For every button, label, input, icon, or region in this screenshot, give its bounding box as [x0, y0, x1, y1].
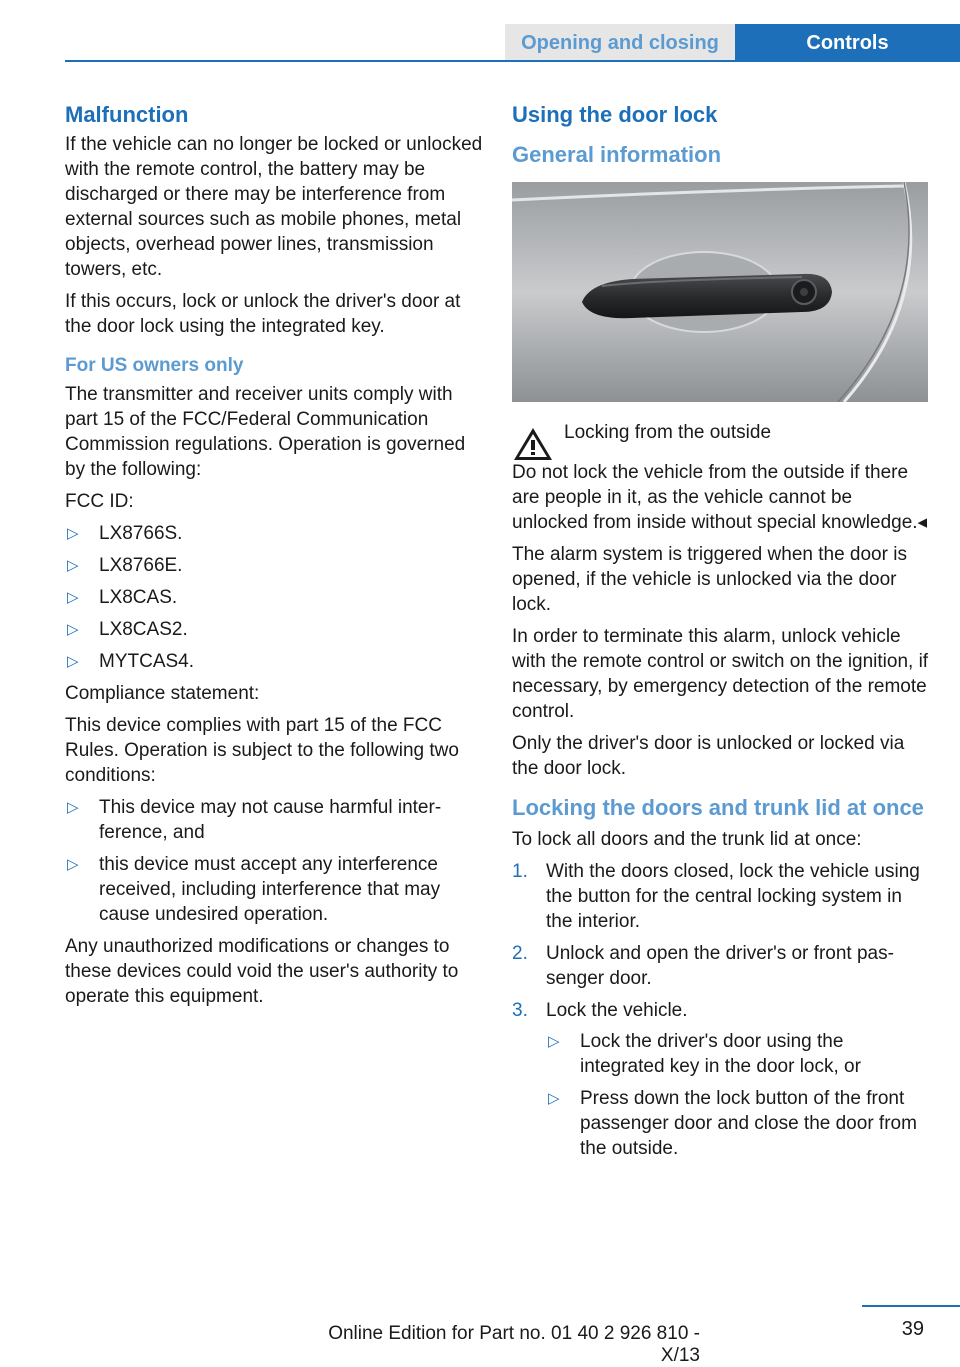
us-owners-heading: For US owners only	[65, 355, 244, 376]
step-item: 1. With the doors closed, lock the vehicle using the button for the central locking system in the interior.	[512, 861, 920, 932]
drivers-door-paragraph: Only the driver's door is unlocked or locked via the door lock.	[512, 733, 905, 779]
malfunction-key-paragraph: If this occurs, lock or unlock the driver's door at the door lock using the integrated key.	[65, 291, 461, 337]
triangle-bullet-icon: ▷	[548, 1033, 560, 1050]
fcc-id-item: ▷ LX8CAS2.	[67, 619, 188, 640]
alarm-paragraph: The alarm system is triggered when the door is opened, if the vehicle is unlocked via the door lock.	[512, 544, 907, 615]
right-column	[512, 100, 930, 1168]
page-number: 39	[901, 1318, 924, 1340]
section-tab: Opening and closing	[505, 24, 735, 60]
warning-triangle-icon	[512, 426, 554, 462]
triangle-bullet-icon: ▷	[67, 525, 79, 542]
fcc-id-item: ▷ LX8CAS.	[67, 587, 178, 608]
terminate-alarm-paragraph: In order to terminate this alarm, unlock vehicle with the remote control or switch on the ignition, if necessary, by emergency detection of the remote control.	[512, 626, 929, 722]
triangle-bullet-icon: ▷	[67, 799, 79, 816]
lock-all-heading: Locking the doors and trunk lid at once	[512, 795, 924, 820]
step-number: 3.	[512, 1000, 528, 1021]
triangle-bullet-icon: ▷	[67, 621, 79, 638]
step-number: 1.	[512, 861, 528, 882]
compliance-paragraph: This device complies with part 15 of the FCC Rules. Operation is subject to the following two conditions:	[65, 715, 459, 786]
edition-note: Online Edition for Part no. 01 40 2 926 810 - X/13	[328, 1323, 700, 1366]
footer-rule	[862, 1305, 960, 1307]
unauthorized-paragraph: Any unauthorized modifications or changes to these devices could void the user's authority to operate this equipment.	[65, 936, 459, 1007]
fcc-id-item: ▷ LX8766S.	[67, 523, 183, 544]
chapter-tab: Controls	[735, 24, 960, 62]
lock-intro: To lock all doors and the trunk lid at once:	[512, 829, 862, 850]
step-number: 2.	[512, 943, 528, 964]
malfunction-heading: Malfunction	[65, 102, 189, 127]
left-column	[65, 100, 483, 1016]
step-item: 3. Lock the vehicle. ▷ Lock the driver's door using the integrated key in the door lock, or ▷ Press down the lock button of the front passenger door and close the door from the outside.	[512, 998, 930, 1161]
condition-item: ▷ this device must accept any interference received, including interference that may cause undesired operation.	[67, 854, 441, 925]
warning-block	[512, 420, 930, 460]
substep-item: ▷ Lock the driver's door using the integrated key in the door lock, or	[548, 1031, 861, 1077]
substep-item: ▷ Press down the lock button of the front passenger door and close the door from the outside.	[548, 1088, 917, 1159]
warning-title: Locking from the outside	[564, 422, 772, 443]
malfunction-paragraph: If the vehicle can no longer be locked or unlocked with the remote control, the battery may be discharged or there may be interference from external sources such as mobile phones, metal objects, overhead power lines, transmission towers, etc.	[65, 134, 483, 280]
door-handle-photo	[512, 182, 928, 402]
door-lock-heading: Using the door lock	[512, 102, 718, 127]
fcc-id-item: ▷ MYTCAS4.	[67, 651, 195, 672]
triangle-bullet-icon: ▷	[67, 653, 79, 670]
triangle-bullet-icon: ▷	[67, 589, 79, 606]
general-info-heading: General information	[512, 142, 722, 167]
warning-body: Do not lock the vehicle from the outside if there are people in it, as the vehicle cannot be unlocked from inside without special knowledge.◂	[512, 462, 928, 533]
compliance-label: Compliance statement:	[65, 683, 260, 704]
step-item: 2. Unlock and open the driver's or front passenger door.	[512, 943, 894, 989]
header-rule	[65, 60, 960, 62]
condition-item: ▷ This device may not cause harmful interference, and	[67, 797, 442, 843]
fcc-id-item: ▷ LX8766E.	[67, 555, 183, 576]
triangle-bullet-icon: ▷	[67, 856, 79, 873]
triangle-bullet-icon: ▷	[548, 1090, 560, 1107]
triangle-bullet-icon: ▷	[67, 557, 79, 574]
fcc-id-label: FCC ID:	[65, 491, 134, 512]
fcc-intro-paragraph: The transmitter and receiver units comply with part 15 of the FCC/Federal Communication Commission regulations. Operation is governed by the following:	[65, 384, 466, 480]
